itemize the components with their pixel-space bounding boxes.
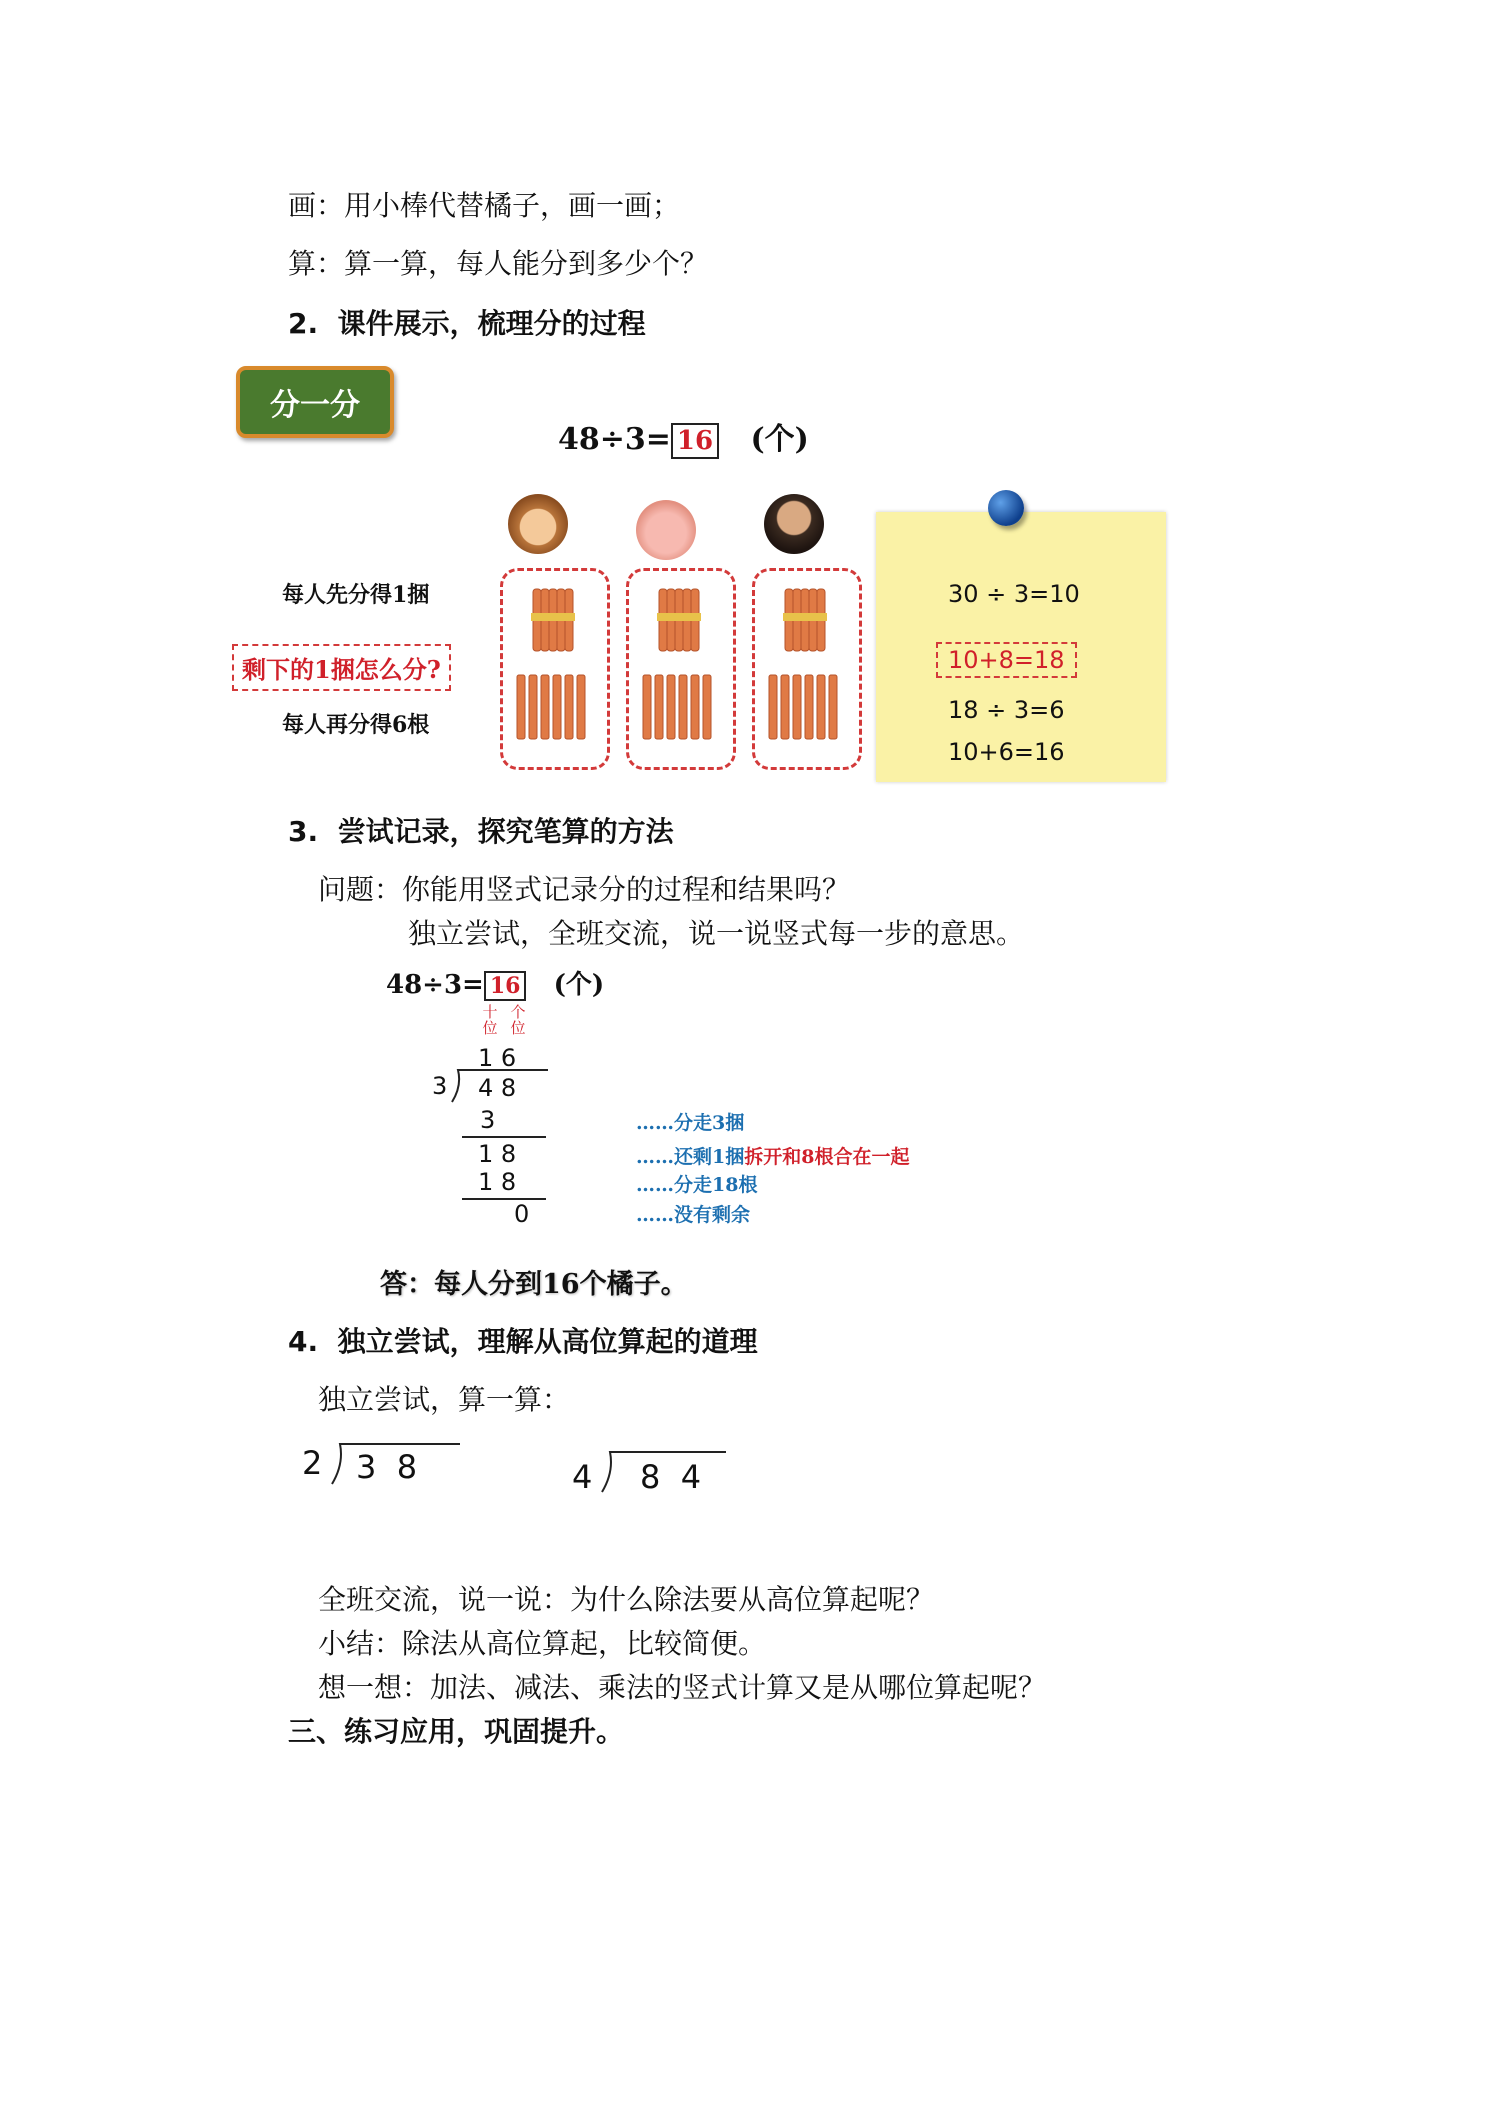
ld-dividend: 4 8 xyxy=(478,1074,517,1102)
monkey-king-icon xyxy=(508,494,568,554)
equation-left: 48÷3= xyxy=(558,422,671,457)
note-line-2: 10+8=18 xyxy=(936,642,1077,678)
ld-rule-2 xyxy=(462,1198,546,1200)
ld-note-3: ……分走18根 xyxy=(636,1174,758,1196)
ld-note-4: ……没有剩余 xyxy=(636,1204,751,1226)
group-box-1 xyxy=(500,568,610,770)
equation-unit: (个) xyxy=(750,422,809,457)
section3-number: 3. xyxy=(288,815,319,848)
section4-number: 4. xyxy=(288,1325,319,1358)
note-line-1: 30 ÷ 3=10 xyxy=(948,580,1080,608)
draw-instruction: 画：用小棒代替橘子，画一画； xyxy=(288,189,681,222)
section4-think: 想一想：加法、减法、乘法的竖式计算又是从哪位算起呢？ xyxy=(318,1671,1047,1704)
place-label-ones: 个 位 xyxy=(510,1003,526,1037)
label-first-bundle: 每人先分得1捆 xyxy=(282,582,430,608)
section3-instruction: 独立尝试，全班交流，说一说竖式每一步的意思。 xyxy=(408,917,1025,950)
ld-note-2 xyxy=(636,1142,909,1169)
prob1-divisor: 2 xyxy=(302,1444,323,1482)
ld-note-2a: ……还剩1捆 xyxy=(636,1146,745,1168)
section3-heading xyxy=(288,810,674,850)
prob2-dividend: 8 4 xyxy=(640,1458,702,1496)
ld-rule-1 xyxy=(462,1136,546,1138)
place-label-tens: 十 位 xyxy=(482,1003,498,1037)
equation-answer-box: 16 xyxy=(484,971,527,1001)
ld-note-2b: 拆开和8根合在一起 xyxy=(744,1146,910,1168)
pig-icon xyxy=(636,500,696,560)
ld-note-1: ……分走3捆 xyxy=(636,1112,745,1134)
section4-title: 独立尝试，理解从高位算起的道理 xyxy=(337,1325,758,1358)
calc-instruction: 算：算一算，每人能分到多少个？ xyxy=(288,247,709,280)
ld-step1: 3 xyxy=(480,1106,496,1134)
sticky-note xyxy=(876,512,1166,782)
section2-number: 2. xyxy=(288,307,319,340)
prob1-dividend: 3 8 xyxy=(356,1448,418,1486)
sticks-icon xyxy=(629,571,733,767)
equation-unit: (个) xyxy=(553,970,605,1000)
prob2-divisor: 4 xyxy=(572,1458,593,1496)
division-equation xyxy=(558,414,809,459)
division-equation-2 xyxy=(386,964,604,1001)
section3-answer: 答：每人分到16个橘子。 xyxy=(380,1269,688,1300)
section4-intro: 独立尝试，算一算： xyxy=(318,1383,571,1416)
label-then-six: 每人再分得6根 xyxy=(282,712,430,738)
section4-heading xyxy=(288,1320,758,1360)
group-box-3 xyxy=(752,568,862,770)
pushpin-icon xyxy=(988,490,1024,526)
label-remaining-question: 剩下的1捆怎么分? xyxy=(232,644,451,691)
ld-step2: 1 8 xyxy=(478,1140,517,1168)
section3-title: 尝试记录，探究笔算的方法 xyxy=(337,815,674,848)
equation-answer-box: 16 xyxy=(671,423,719,459)
section4-summary: 小结：除法从高位算起，比较简便。 xyxy=(318,1627,767,1660)
ld-step3: 1 8 xyxy=(478,1168,517,1196)
sticks-icon xyxy=(755,571,859,767)
note-line-3: 18 ÷ 3=6 xyxy=(948,696,1065,724)
section3-question: 问题：你能用竖式记录分的过程和结果吗？ xyxy=(318,873,851,906)
note-line-4: 10+6=16 xyxy=(948,738,1065,766)
ld-remainder: 0 xyxy=(514,1200,530,1228)
monk-sha-icon xyxy=(764,494,824,554)
section2-title: 课件展示，梳理分的过程 xyxy=(337,307,646,340)
section2-heading xyxy=(288,302,646,342)
section4-discuss: 全班交流，说一说：为什么除法要从高位算起呢？ xyxy=(318,1583,935,1616)
group-box-2 xyxy=(626,568,736,770)
ld-quotient: 1 6 xyxy=(478,1044,517,1072)
ld-divisor: 3 xyxy=(432,1072,448,1100)
sticks-icon xyxy=(503,571,607,767)
equation-left: 48÷3= xyxy=(386,970,484,1000)
section-three-heading: 三、练习应用，巩固提升。 xyxy=(288,1715,625,1748)
divide-tag: 分一分 xyxy=(236,366,394,438)
